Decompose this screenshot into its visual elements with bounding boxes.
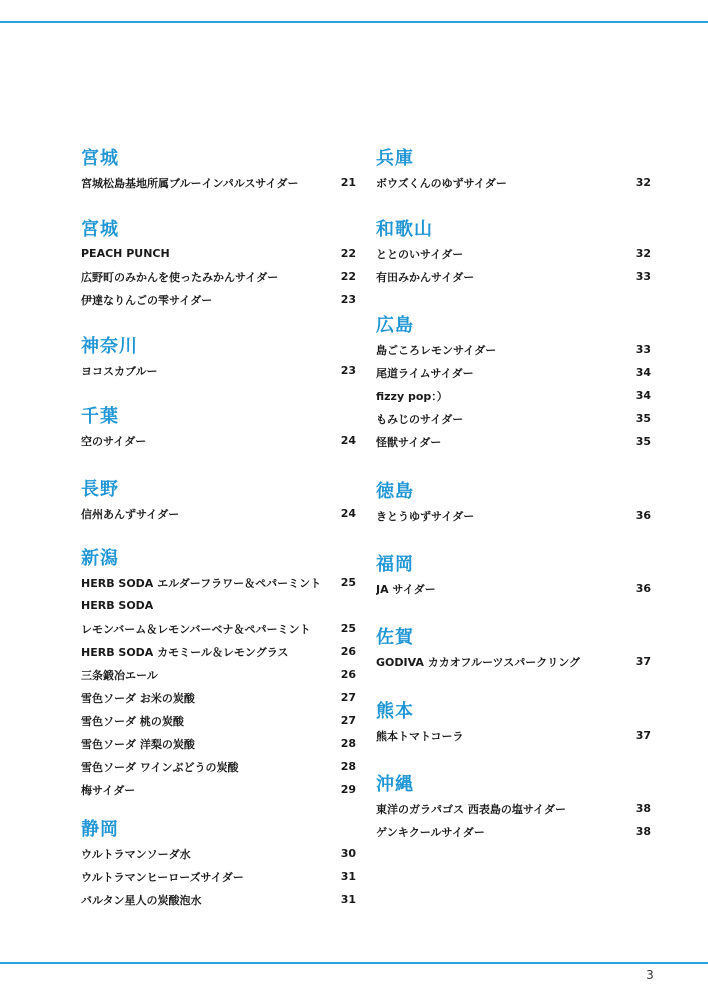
entry-title: ウルトラマンソーダ水 [81,847,191,861]
section-heading: 福岡 [376,554,414,575]
entry-page-number: 35 [635,412,651,425]
entry-title: 雪色ソーダ お米の炭酸 [81,691,195,705]
entry-page-number: 23 [340,364,356,377]
page-number: 3 [646,968,654,982]
entry-page-number: 33 [635,343,651,356]
entry-page-number: 32 [635,176,651,189]
toc-section [81,335,356,382]
entry-page-number: 21 [340,176,356,189]
entry-page-number: 26 [340,645,356,658]
entry-page-number: 30 [340,847,356,860]
toc-entry[interactable] [81,171,356,194]
toc-entry[interactable] [376,171,651,194]
toc-entry[interactable] [81,359,356,382]
toc-entry[interactable] [81,288,356,311]
toc-entry[interactable] [376,338,651,361]
toc-section [376,480,651,527]
entry-title: 怪獣サイダー [376,435,442,449]
section-heading: 長野 [81,479,119,500]
entry-title: 有田みかんサイダー [376,270,475,284]
toc-entry[interactable] [81,265,356,288]
entry-title: HERB SODA [81,599,154,612]
entry-title: 尾道ライムサイダー [376,366,474,380]
toc-section [376,147,651,194]
toc-entry[interactable] [81,594,356,617]
section-heading: 兵庫 [376,148,414,169]
section-heading: 宮城 [81,219,119,240]
entry-page-number: 34 [635,389,651,402]
section-heading: 千葉 [81,406,119,427]
toc-entry[interactable] [376,504,651,527]
entry-title: 信州あんずサイダー [81,507,180,521]
toc-entry[interactable] [81,842,356,865]
entry-page-number: 22 [340,270,356,283]
section-heading: 佐賀 [376,627,414,648]
entry-title: 雪色ソーダ 洋梨の炭酸 [81,737,195,751]
entry-title: 梅サイダー [81,783,136,797]
top-rule [0,21,708,23]
entry-page-number: 25 [340,622,356,635]
toc-entry[interactable] [81,888,356,911]
entry-title: ととのいサイダー [376,247,464,261]
section-heading: 徳島 [376,481,414,502]
toc-entry[interactable] [376,242,651,265]
entry-page-number: 34 [635,366,651,379]
entry-page-number: 27 [340,714,356,727]
toc-entry[interactable] [81,242,356,265]
toc-section [376,218,651,288]
entry-page-number: 32 [635,247,651,260]
entry-title: 雪色ソーダ ワインぶどうの炭酸 [81,760,239,774]
toc-entry[interactable] [81,663,356,686]
toc-entry[interactable] [376,407,651,430]
toc-section [376,773,651,843]
entry-page-number: 31 [340,893,356,906]
section-heading: 神奈川 [81,336,138,357]
toc-entry[interactable] [81,502,356,525]
entry-title: 東洋のガラパゴス 西表島の塩サイダー [376,802,567,816]
toc-entry[interactable] [376,361,651,384]
entry-title: 伊達なりんごの雫サイダー [81,293,213,307]
entry-title: レモンバーム＆レモンバーベナ＆ペパーミント [81,622,311,636]
section-heading: 新潟 [81,548,119,569]
toc-entry[interactable] [376,820,651,843]
toc-entry[interactable] [376,724,651,747]
entry-page-number: 28 [340,737,356,750]
entry-page-number: 35 [635,435,651,448]
entry-page-number: 27 [340,691,356,704]
entry-title: GODIVA カカオフルーツスパークリング [376,655,581,669]
entry-page-number: 38 [635,802,651,815]
entry-page-number: 37 [635,655,651,668]
toc-entry[interactable] [376,797,651,820]
toc-entry[interactable] [376,384,651,407]
entry-page-number: 28 [340,760,356,773]
section-heading: 宮城 [81,148,119,169]
entry-title: もみじのサイダー [376,412,464,426]
toc-entry[interactable] [81,429,356,452]
toc-entry[interactable] [81,571,356,594]
toc-section [376,626,651,673]
entry-title: 空のサイダー [81,434,147,448]
section-heading: 広島 [376,315,414,336]
entry-title: 島ごころレモンサイダー [376,343,497,357]
entry-title: 広野町のみかんを使ったみかんサイダー [81,270,279,284]
entry-title: 雪色ソーダ 桃の炭酸 [81,714,184,728]
entry-title: HERB SODA カモミール＆レモングラス [81,645,289,659]
toc-entry[interactable] [81,778,356,801]
entry-title: きとうゆずサイダー [376,509,475,523]
toc-section [376,700,651,747]
entry-page-number: 31 [340,870,356,883]
toc-entry[interactable] [376,577,651,600]
entry-page-number: 23 [340,293,356,306]
section-heading: 沖縄 [376,774,414,795]
toc-section [81,547,356,801]
entry-page-number: 33 [635,270,651,283]
toc-entry[interactable] [81,640,356,663]
entry-title: HERB SODA エルダーフラワー＆ペパーミント [81,576,322,590]
section-heading: 和歌山 [376,219,433,240]
toc-section [81,478,356,525]
entry-title: ウルトラマンヒーローズサイダー [81,870,244,884]
entry-title: fizzy pop：） [376,389,448,403]
section-heading: 熊本 [376,701,414,722]
toc-entry[interactable] [81,865,356,888]
bottom-rule [0,962,708,964]
entry-title: 宮城松島基地所属ブルーインパルスサイダー [81,176,299,190]
entry-page-number: 24 [340,434,356,447]
entry-title: ボウズくんのゆずサイダー [376,176,507,190]
toc-section [81,818,356,911]
entry-title: 三条鍛冶エール [81,668,158,682]
entry-page-number: 36 [635,509,651,522]
toc-section [81,405,356,452]
toc-entry[interactable] [81,617,356,640]
entry-page-number: 22 [340,247,356,260]
toc-entry[interactable] [376,265,651,288]
toc-entry[interactable] [81,732,356,755]
entry-title: ゲンキクールサイダー [376,825,485,839]
toc-entry[interactable] [376,430,651,453]
toc-section [81,218,356,311]
entry-title: JA サイダー [376,582,436,596]
entry-page-number: 29 [340,783,356,796]
toc-entry[interactable] [81,709,356,732]
entry-page-number: 25 [340,576,356,589]
entry-page-number: 36 [635,582,651,595]
toc-entry[interactable] [81,755,356,778]
entry-title: 熊本トマトコーラ [376,729,464,743]
entry-title: PEACH PUNCH [81,247,170,260]
entry-page-number: 37 [635,729,651,742]
toc-section [376,553,651,600]
entry-title: バルタン星人の炭酸泡水 [81,893,202,907]
entry-page-number: 24 [340,507,356,520]
entry-title: ヨコスカブルー [81,364,158,378]
section-heading: 静岡 [81,819,119,840]
entry-page-number: 38 [635,825,651,838]
toc-section [81,147,356,194]
entry-page-number: 26 [340,668,356,681]
toc-entry[interactable] [81,686,356,709]
toc-section [376,314,651,453]
toc-entry[interactable] [376,650,651,673]
